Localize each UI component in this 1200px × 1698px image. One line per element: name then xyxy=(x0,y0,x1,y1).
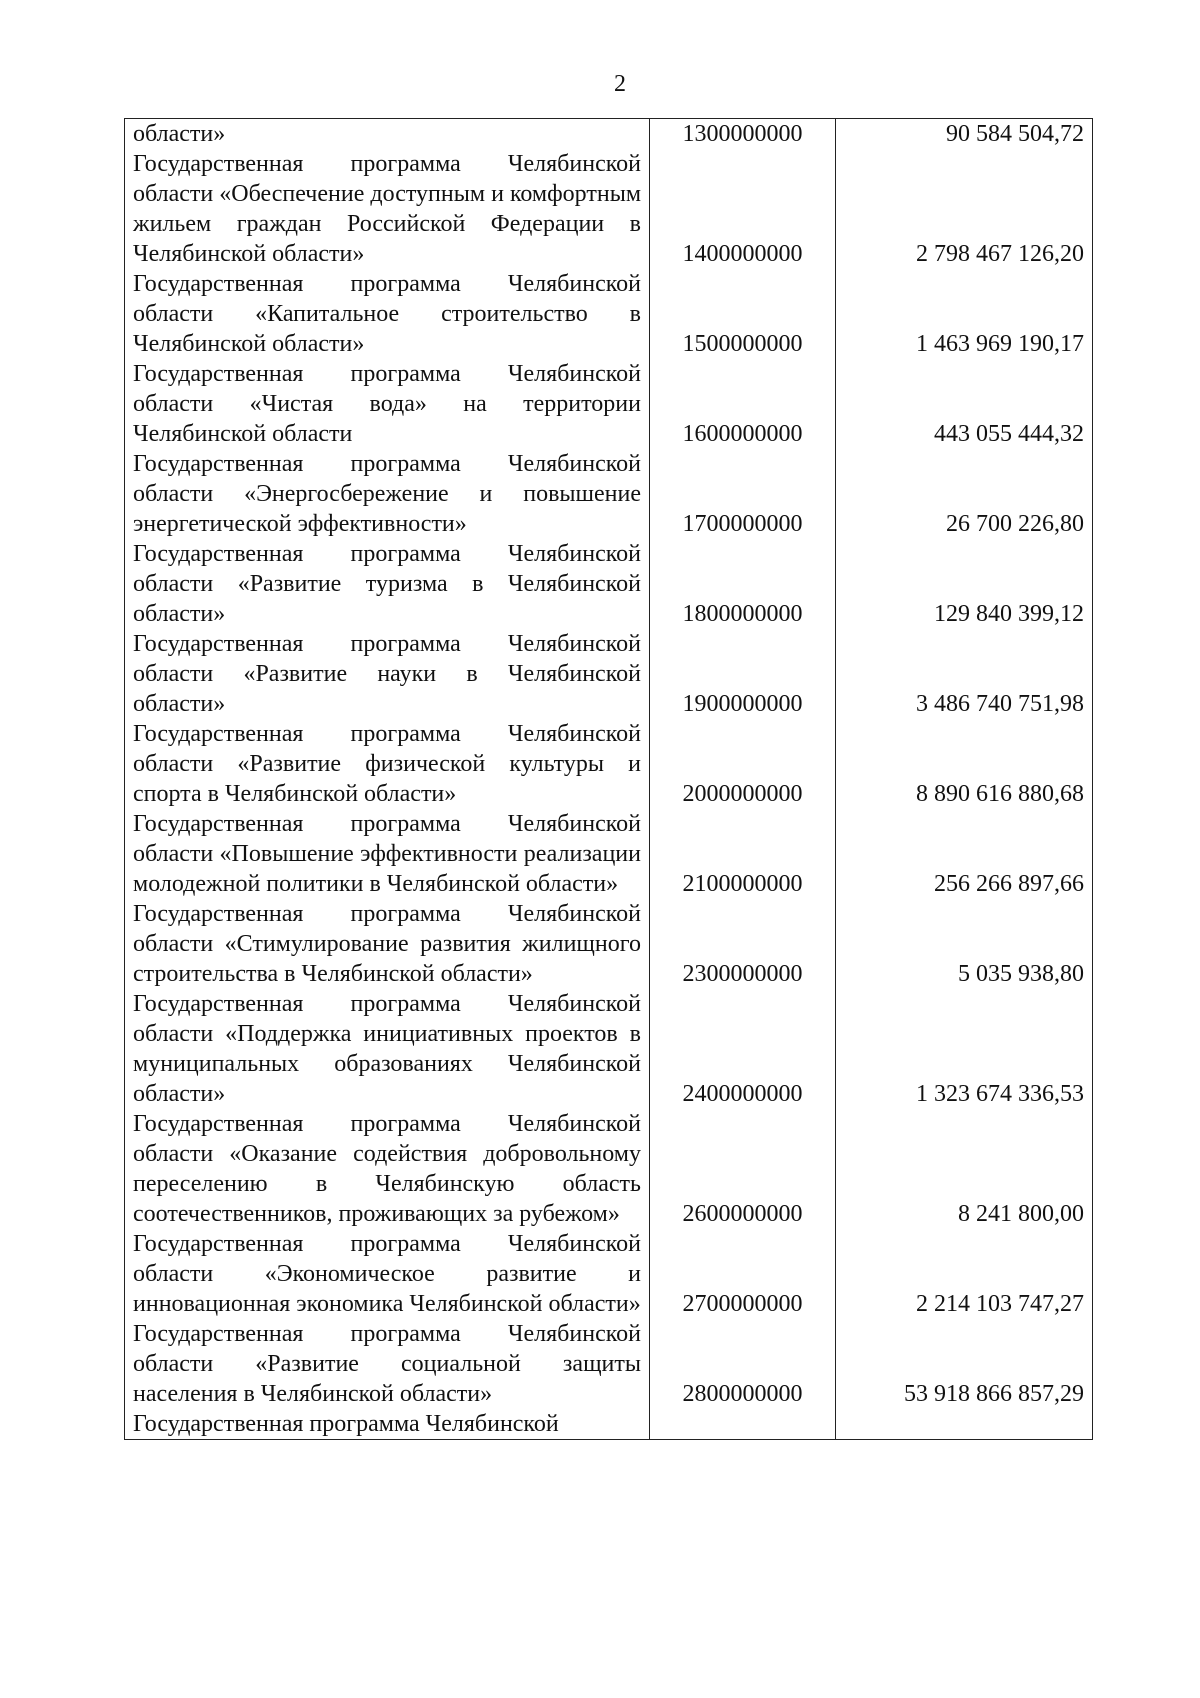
program-code: 1800000000 xyxy=(650,539,836,629)
program-name: области» xyxy=(125,119,650,150)
program-code: 2300000000 xyxy=(650,899,836,989)
program-code: 2400000000 xyxy=(650,989,836,1109)
program-name: Государственная программа Челябинской области «Капитальное строительство в Челябинской области» xyxy=(125,269,650,359)
program-code: 2600000000 xyxy=(650,1109,836,1229)
table-row xyxy=(125,809,1093,899)
program-name: Государственная программа Челябинской области «Развитие физической культуры и спорта в Челябинской области» xyxy=(125,719,650,809)
program-amount: 5 035 938,80 xyxy=(836,899,1093,989)
program-amount: 90 584 504,72 xyxy=(836,119,1093,150)
table-row xyxy=(125,269,1093,359)
page-number: 2 xyxy=(614,71,626,97)
program-name: Государственная программа Челябинской области «Энергосбережение и повышение энергетической эффективности» xyxy=(125,449,650,539)
program-amount: 2 798 467 126,20 xyxy=(836,149,1093,269)
program-code: 2700000000 xyxy=(650,1229,836,1319)
program-name: Государственная программа Челябинской области «Стимулирование развития жилищного строительства в Челябинской области» xyxy=(125,899,650,989)
program-name: Государственная программа Челябинской области «Обеспечение доступным и комфортным жильем граждан Российской Федерации в Челябинской области» xyxy=(125,149,650,269)
table-row xyxy=(125,1229,1093,1319)
program-amount: 1 323 674 336,53 xyxy=(836,989,1093,1109)
program-code: 2100000000 xyxy=(650,809,836,899)
program-amount xyxy=(836,1409,1093,1440)
program-code: 1500000000 xyxy=(650,269,836,359)
program-amount: 26 700 226,80 xyxy=(836,449,1093,539)
program-name: Государственная программа Челябинской области «Чистая вода» на территории Челябинской области xyxy=(125,359,650,449)
program-code: 1300000000 xyxy=(650,119,836,150)
table-row xyxy=(125,719,1093,809)
program-amount: 53 918 866 857,29 xyxy=(836,1319,1093,1409)
table-row xyxy=(125,1319,1093,1409)
program-amount: 443 055 444,32 xyxy=(836,359,1093,449)
program-name: Государственная программа Челябинской xyxy=(125,1409,650,1440)
program-name: Государственная программа Челябинской области «Развитие туризма в Челябинской области» xyxy=(125,539,650,629)
table-row xyxy=(125,539,1093,629)
program-code: 1700000000 xyxy=(650,449,836,539)
program-name: Государственная программа Челябинской области «Повышение эффективности реализации молодежной политики в Челябинской области» xyxy=(125,809,650,899)
table-row xyxy=(125,1109,1093,1229)
table-row xyxy=(125,119,1093,150)
program-code: 2800000000 xyxy=(650,1319,836,1409)
table-row xyxy=(125,359,1093,449)
program-amount: 8 890 616 880,68 xyxy=(836,719,1093,809)
program-name: Государственная программа Челябинской области «Поддержка инициативных проектов в муниципальных образованиях Челябинской области» xyxy=(125,989,650,1109)
program-amount: 8 241 800,00 xyxy=(836,1109,1093,1229)
program-code xyxy=(650,1409,836,1440)
program-amount: 256 266 897,66 xyxy=(836,809,1093,899)
table-row xyxy=(125,899,1093,989)
program-code: 1900000000 xyxy=(650,629,836,719)
program-name: Государственная программа Челябинской области «Развитие социальной защиты населения в Челябинской области» xyxy=(125,1319,650,1409)
budget-table xyxy=(124,118,1093,1440)
program-name: Государственная программа Челябинской области «Экономическое развитие и инновационная экономика Челябинской области» xyxy=(125,1229,650,1319)
program-code: 1600000000 xyxy=(650,359,836,449)
program-amount: 1 463 969 190,17 xyxy=(836,269,1093,359)
table-row xyxy=(125,149,1093,269)
program-amount: 3 486 740 751,98 xyxy=(836,629,1093,719)
budget-table-body xyxy=(125,119,1093,1440)
program-name: Государственная программа Челябинской области «Развитие науки в Челябинской области» xyxy=(125,629,650,719)
table-row xyxy=(125,989,1093,1109)
program-name: Государственная программа Челябинской области «Оказание содействия добровольному переселению в Челябинскую область соотечественников, проживающих за рубежом» xyxy=(125,1109,650,1229)
table-row xyxy=(125,1409,1093,1440)
table-row xyxy=(125,629,1093,719)
table-row xyxy=(125,449,1093,539)
program-code: 1400000000 xyxy=(650,149,836,269)
program-code: 2000000000 xyxy=(650,719,836,809)
program-amount: 129 840 399,12 xyxy=(836,539,1093,629)
program-amount: 2 214 103 747,27 xyxy=(836,1229,1093,1319)
